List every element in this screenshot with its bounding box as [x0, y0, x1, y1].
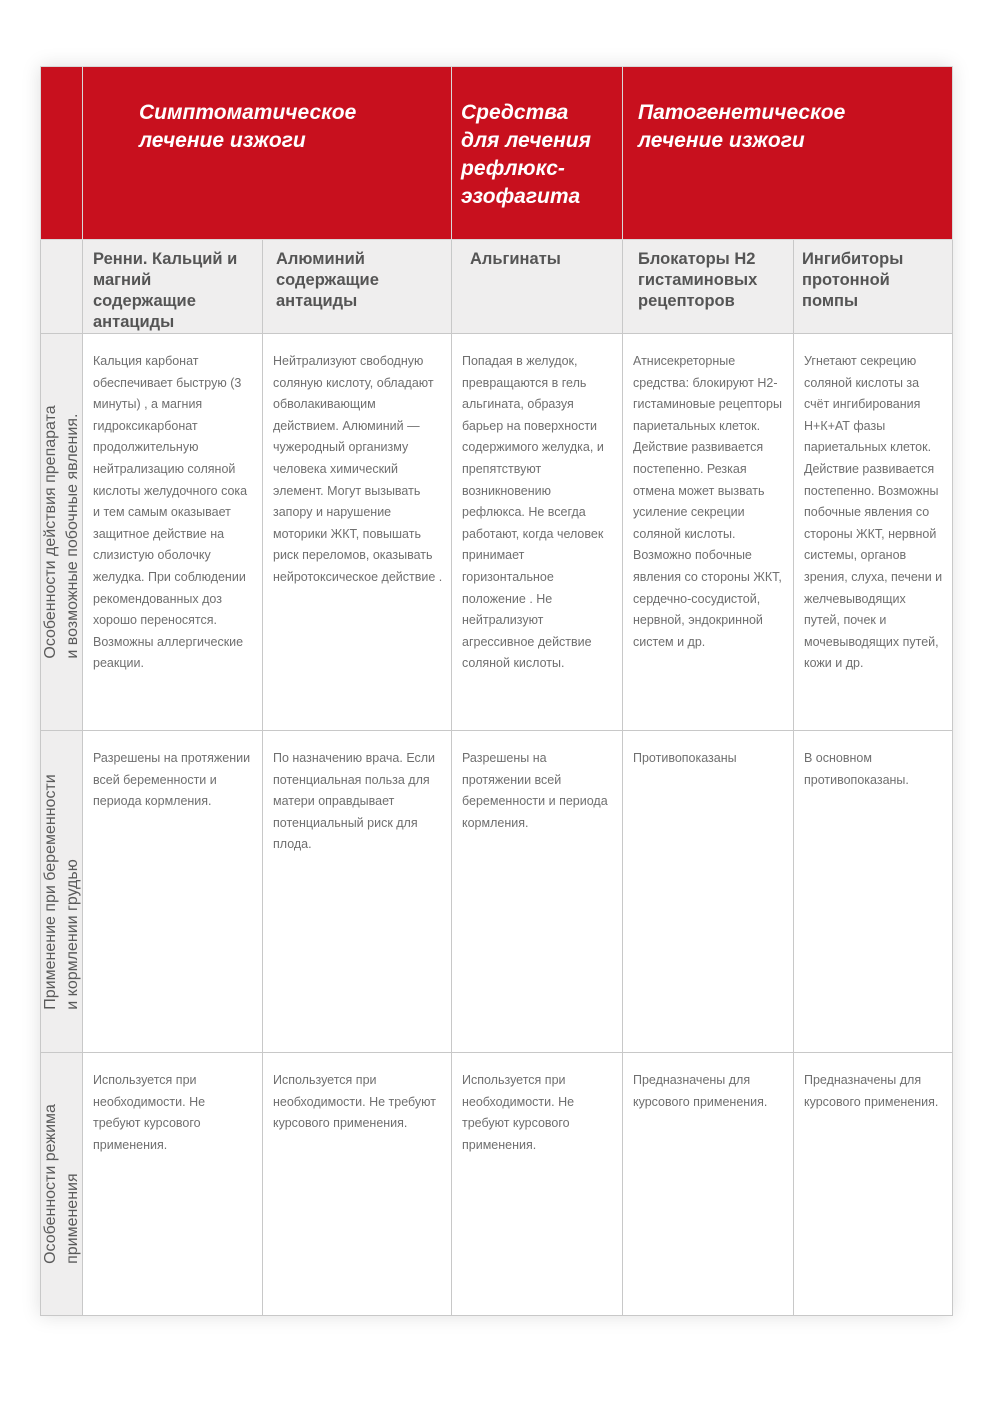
table-cell: Противопоказаны	[623, 731, 794, 1053]
table-row	[41, 731, 953, 1053]
header-corner	[41, 67, 83, 240]
row-label-action: Особенности действия препарата и возможные побочные явления.	[41, 334, 83, 731]
table-row	[41, 334, 953, 731]
table-cell: Используется при необходимости. Не требуют курсового применения.	[452, 1053, 623, 1316]
subheader-corner	[41, 240, 83, 334]
table-cell: Используется при необходимости. Не требуют курсового применения.	[83, 1053, 263, 1316]
table-cell: Разрешены на протяжении всей беременности и периода кормления.	[452, 731, 623, 1053]
table-cell: По назначению врача. Если потенциальная польза для матери оправдывает потенциальный риск для плода.	[263, 731, 452, 1053]
table-cell: В основном противопоказаны.	[794, 731, 953, 1053]
header-pathogenetic: Патогенетическое лечение изжоги	[623, 67, 953, 240]
column-header-aluminium: Алюминий содержащие антациды	[263, 240, 452, 334]
header-reflux: Средства для лечения рефлюкс-эзофагита	[452, 67, 623, 240]
table-cell: Угнетают секрецию соляной кислоты за счёт ингибирования Н+К+АТ фазы париетальных клеток. Действие развивается постепенно. Возможны побочные явления со стороны ЖКТ, нервной системы, органов зрения, слуха, печени и желчевыводящих путей, почек и мочевыводящих путей, кожи и др.	[794, 334, 953, 731]
table-cell: Атнисекреторные средства: блокируют Н2-гистаминовые рецепторы париетальных клеток. Действие развивается постепенно. Резкая отмена может вызвать усиление секреции соляной кислоты. Возможно побочные явления со стороны ЖКТ, сердечно-сосудистой, нервной, эндокринной систем и др.	[623, 334, 794, 731]
column-header-ppi: Ингибиторы протонной помпы	[794, 240, 953, 334]
header-row	[41, 67, 953, 240]
table-cell: Разрешены на протяжении всей беременности и периода кормления.	[83, 731, 263, 1053]
table-cell: Кальция карбонат обеспечивает быструю (3 минуты) , а магния гидроксикарбонат продолжительную нейтрализацию соляной кислоты желудочного сока и тем самым оказывает защитное действие на слизистую оболочку желудка. При соблюдении рекомендованных доз хорошо переносятся. Возможны аллергические реакции.	[83, 334, 263, 731]
subheader-row	[41, 240, 953, 334]
table-cell: Предназначены для курсового применения.	[794, 1053, 953, 1316]
table-cell: Нейтрализуют свободную соляную кислоту, обладают обволакивающим действием. Алюминий — чужеродный организму человека химический элемент. Могут вызывать запору и нарушение моторики ЖКТ, повышать риск переломов, оказывать нейротоксическое действие .	[263, 334, 452, 731]
table-cell: Попадая в желудок, превращаются в гель альгината, образуя барьер на поверхности содержимого желудка, и препятствуют возникновению рефлюкса. Не всегда работают, когда человек принимает горизонтальное положение . Не нейтрализуют агрессивное действие соляной кислоты.	[452, 334, 623, 731]
heartburn-treatment-table	[40, 66, 953, 1316]
table-row	[41, 1053, 953, 1316]
column-header-alginates: Альгинаты	[452, 240, 623, 334]
row-label-usage: Особенности режима применения	[41, 1053, 83, 1316]
row-label-pregnancy: Применение при беременности и кормлении грудью	[41, 731, 83, 1053]
header-symptomatic: Симптоматическое лечение изжоги	[83, 67, 452, 240]
column-header-rennie: Ренни. Кальций и магний содержащие антациды	[83, 240, 263, 334]
column-header-h2-blockers: Блокаторы Н2 гистаминовых рецепторов	[623, 240, 794, 334]
table-cell: Предназначены для курсового применения.	[623, 1053, 794, 1316]
table-cell: Используется при необходимости. Не требуют курсового применения.	[263, 1053, 452, 1316]
